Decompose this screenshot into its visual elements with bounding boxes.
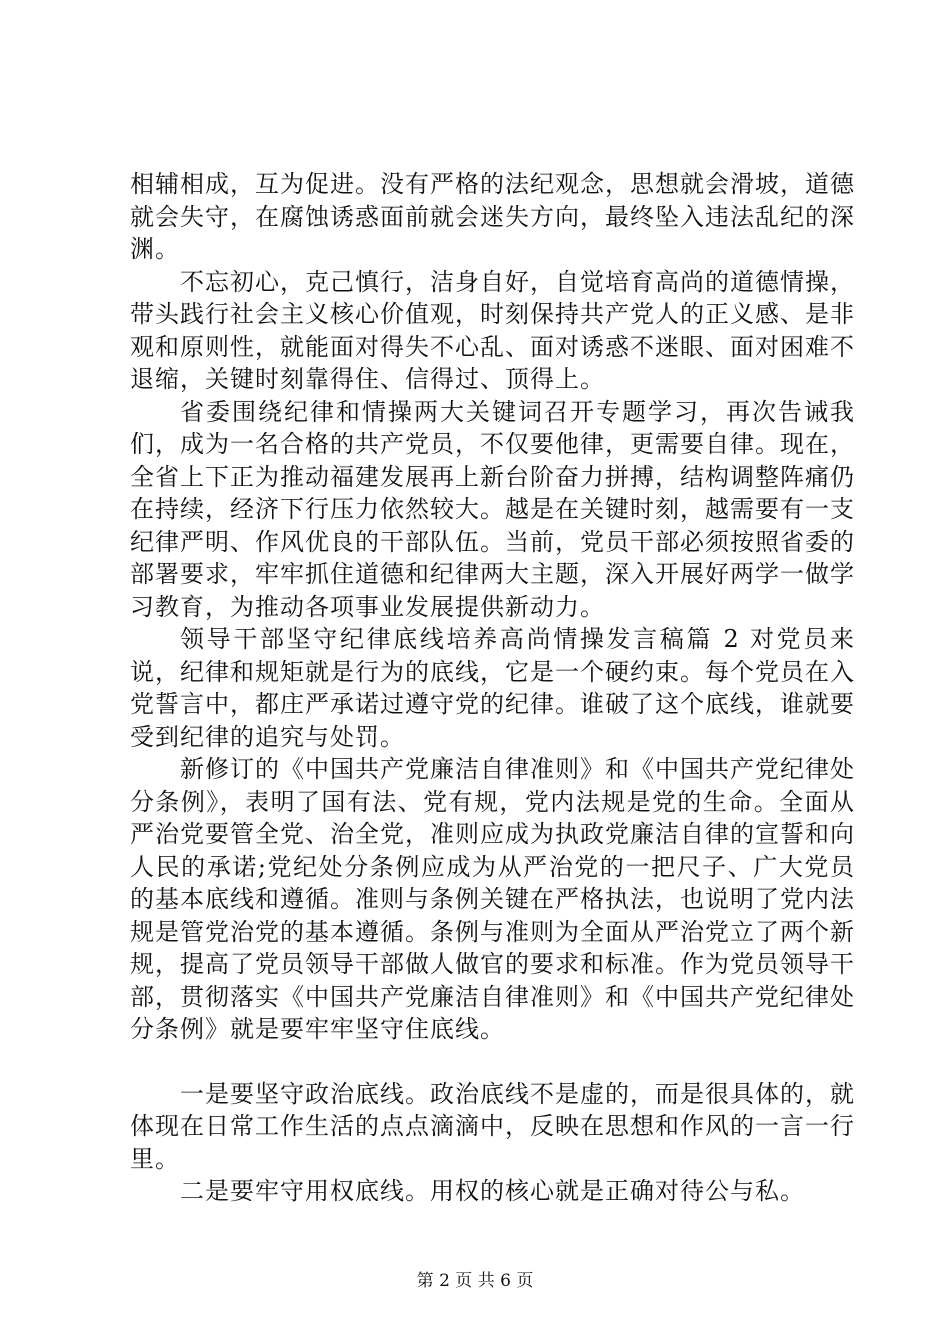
- page-footer: 第 2 页 共 6 页: [416, 1271, 534, 1291]
- paragraph-7: 二是要牢守用权底线。用权的核心就是正确对待公与私。: [180, 1177, 805, 1205]
- paragraph-6: 一是要坚守政治底线。政治底线不是虚的，而是很具体的，就体现在日常工作生活的点点滴滴中，反映在思想和作风的一言一行里。: [130, 1079, 855, 1173]
- paragraph-4: 领导干部坚守纪律底线培养高尚情操发言稿篇 2 对党员来说，纪律和规矩就是行为的底线，它是一个硬约束。每个党员在入党誓言中，都庄严承诺过遵守党的纪律。谁破了这个底线，谁就要受到纪律的追究与处罚。: [130, 625, 855, 751]
- paragraph-5: 新修订的《中国共产党廉洁自律准则》和《中国共产党纪律处分条例》，表明了国有法、党有规，党内法规是党的生命。全面从严治党要管全党、治全党，准则应成为执政党廉洁自律的宣誓和向人民的承诺;党纪处分条例应成为从严治党的一把尺子、广大党员的基本底线和遵循。准则与条例关键在严格执法，也说明了党内法规是管党治党的基本遵循。条例与准则为全面从严治党立了两个新规，提高了党员领导干部做人做官的要求和标准。作为党员领导干部，贯彻落实《中国共产党廉洁自律准则》和《中国共产党纪律处分条例》就是要牢牢坚守住底线。: [130, 755, 855, 1043]
- paragraph-3: 省委围绕纪律和情操两大关键词召开专题学习，再次告诫我们，成为一名合格的共产党员，不仅要他律，更需要自律。现在，全省上下正为推动福建发展再上新台阶奋力拼搏，结构调整阵痛仍在持续，经济下行压力依然较大。越是在关键时刻，越需要有一支纪律严明、作风优良的干部队伍。当前，党员干部必须按照省委的部署要求，牢牢抓住道德和纪律两大主题，深入开展好两学一做学习教育，为推动各项事业发展提供新动力。: [130, 397, 855, 621]
- paragraph-2: 不忘初心，克己慎行，洁身自好，自觉培育高尚的道德情操，带头践行社会主义核心价值观，时刻保持共产党人的正义感、是非观和原则性，就能面对得失不心乱、面对诱惑不迷眼、面对困难不退缩，关键时刻靠得住、信得过、顶得上。: [130, 267, 855, 393]
- paragraph-1: 相辅相成，互为促进。没有严格的法纪观念，思想就会滑坡，道德就会失守，在腐蚀诱惑面前就会迷失方向，最终坠入违法乱纪的深渊。: [130, 170, 855, 263]
- document-body: [130, 168, 855, 1208]
